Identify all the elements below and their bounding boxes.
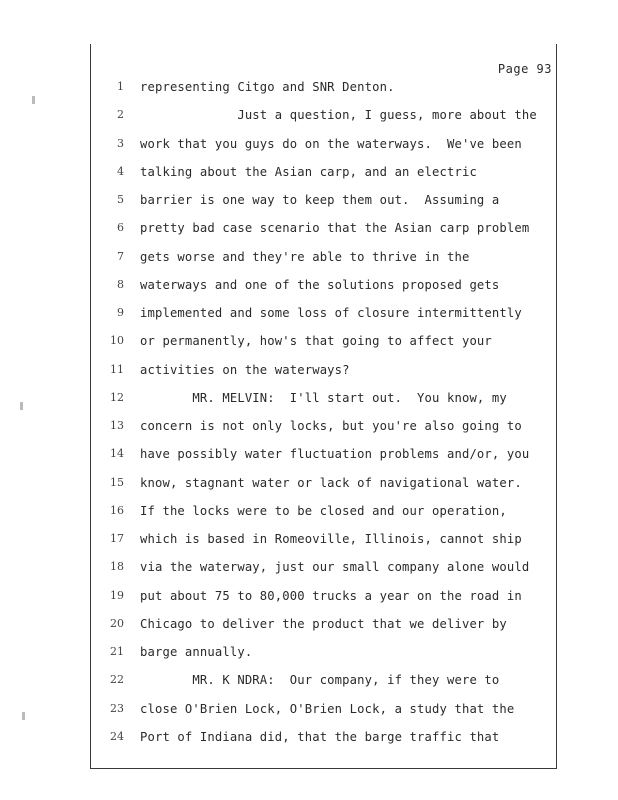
transcript-line xyxy=(0,504,618,532)
line-text: work that you guys do on the waterways. We've been xyxy=(140,136,522,151)
transcript-line xyxy=(0,560,618,588)
line-text: activities on the waterways? xyxy=(140,362,350,377)
line-number: 7 xyxy=(117,249,124,263)
line-number: 20 xyxy=(110,616,124,630)
line-number: 1 xyxy=(117,80,124,93)
line-number: 6 xyxy=(117,221,124,235)
line-number: 3 xyxy=(117,136,124,150)
line-text: Just a question, I guess, more about the xyxy=(140,108,537,123)
transcript-line xyxy=(0,250,618,278)
transcript-line xyxy=(0,193,618,221)
transcript-line xyxy=(0,363,618,391)
line-number: 16 xyxy=(110,503,124,517)
transcript-line xyxy=(0,645,618,673)
line-text: barrier is one way to keep them out. Assuming a xyxy=(140,193,500,207)
transcript-line xyxy=(0,221,618,249)
line-number: 22 xyxy=(110,673,124,687)
line-number: 9 xyxy=(117,306,124,319)
line-text: implemented and some loss of closure intermittently xyxy=(140,306,522,320)
line-text: via the waterway, just our small company alone would xyxy=(140,560,530,575)
transcript-line xyxy=(0,532,618,560)
line-text: or permanently, how's that going to affect your xyxy=(140,334,492,349)
line-number: 19 xyxy=(110,588,124,602)
line-text: concern is not only locks, but you're also going to xyxy=(140,419,522,433)
transcript-line xyxy=(0,419,618,447)
line-text: close O'Brien Lock, O'Brien Lock, a study that the xyxy=(140,701,515,716)
line-text: know, stagnant water or lack of navigational water. xyxy=(140,475,522,490)
line-number: 17 xyxy=(110,532,124,545)
line-number: 2 xyxy=(117,108,124,122)
line-text: gets worse and they're able to thrive in the xyxy=(140,249,470,264)
line-text: which is based in Romeoville, Illinois, cannot ship xyxy=(140,532,522,546)
transcript-line xyxy=(0,730,618,758)
line-text: barge annually. xyxy=(140,645,253,659)
transcript-line xyxy=(0,278,618,306)
transcript-line xyxy=(0,108,618,136)
line-text: put about 75 to 80,000 trucks a year on the road in xyxy=(140,588,522,603)
transcript-line xyxy=(0,617,618,645)
line-number: 14 xyxy=(110,447,124,461)
transcript-line xyxy=(0,137,618,165)
line-number: 11 xyxy=(110,362,124,376)
line-number: 12 xyxy=(110,390,124,404)
transcript-line xyxy=(0,165,618,193)
line-text: talking about the Asian carp, and an electric xyxy=(140,164,477,179)
line-text: pretty bad case scenario that the Asian carp problem xyxy=(140,221,530,236)
transcript-line xyxy=(0,589,618,617)
transcript-line xyxy=(0,80,618,108)
line-text: If the locks were to be closed and our operation, xyxy=(140,503,507,518)
line-number: 8 xyxy=(117,277,124,291)
page-number: Page 93 xyxy=(497,62,552,76)
line-number: 24 xyxy=(110,729,124,743)
transcript-line xyxy=(0,702,618,730)
line-number: 15 xyxy=(110,475,124,489)
line-text: waterways and one of the solutions proposed gets xyxy=(140,277,500,292)
line-number: 13 xyxy=(110,419,124,432)
line-text: MR. MELVIN: I'll start out. You know, my xyxy=(140,390,507,405)
line-text: Chicago to deliver the product that we deliver by xyxy=(140,616,507,631)
line-text: Port of Indiana did, that the barge traffic that xyxy=(140,729,500,744)
line-number: 4 xyxy=(117,164,124,178)
line-text: MR. K NDRA: Our company, if they were to xyxy=(140,673,500,688)
line-number: 18 xyxy=(110,560,124,574)
bottom-margin-rule xyxy=(90,768,557,769)
transcript-line xyxy=(0,476,618,504)
line-text: representing Citgo and SNR Denton. xyxy=(140,80,395,94)
line-number: 21 xyxy=(110,645,124,658)
line-number: 23 xyxy=(110,701,124,715)
transcript-line xyxy=(0,306,618,334)
transcript-line xyxy=(0,673,618,701)
line-number: 10 xyxy=(110,334,124,348)
line-number: 5 xyxy=(117,193,124,206)
transcript-line xyxy=(0,447,618,475)
transcript-line xyxy=(0,334,618,362)
transcript-line xyxy=(0,391,618,419)
line-text: have possibly water fluctuation problems and/or, you xyxy=(140,447,530,462)
